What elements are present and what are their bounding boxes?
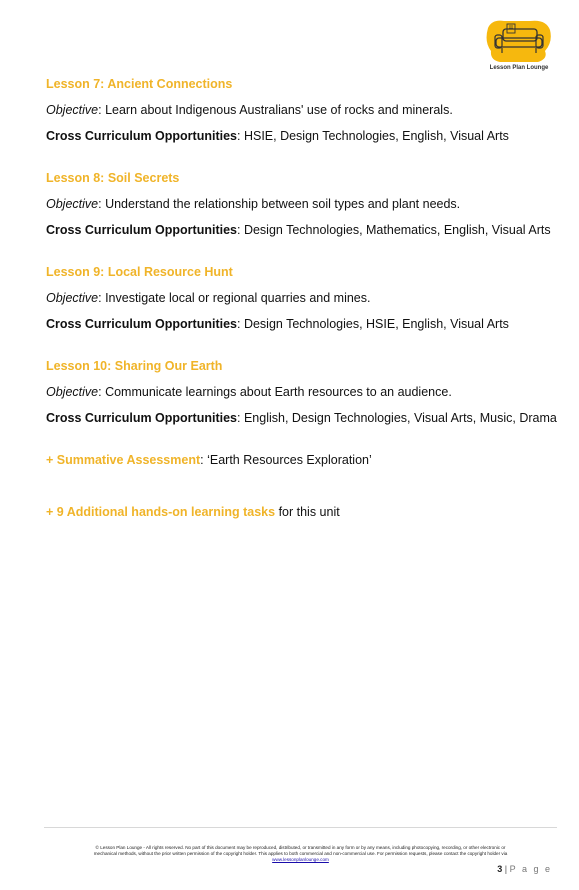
- footer-divider: [44, 827, 557, 828]
- summative-assessment-text: : ‘Earth Resources Exploration’: [200, 453, 372, 467]
- page-label: P a g e: [509, 864, 552, 874]
- summative-assessment-label: + Summative Assessment: [46, 453, 201, 467]
- additional-tasks: [46, 504, 566, 520]
- objective-label: Objective: [46, 103, 99, 117]
- objective-text: Understand the relationship between soil types and plant needs.: [105, 197, 461, 211]
- lesson-title: Lesson 10: Sharing Our Earth: [46, 359, 223, 373]
- lesson-cross-curriculum: Cross Curriculum Opportunities: Design Technologies, HSIE, English, Visual Arts: [46, 317, 509, 331]
- cross-curriculum-label: Cross Curriculum Opportunities: [46, 411, 237, 425]
- copyright-line-1: © Lesson Plan Lounge - All rights reserved. No part of this document may be reproduced, distributed, or transmitted in any form or by any means, including photocopying, recording, or other electronic or: [95, 845, 506, 850]
- cross-curriculum-label: Cross Curriculum Opportunities: [46, 223, 237, 237]
- logo-text: Lesson Plan Lounge: [489, 65, 549, 71]
- website-link[interactable]: www.lessonplanlounge.com: [272, 857, 329, 863]
- objective-text: Communicate learnings about Earth resources to an audience.: [105, 385, 452, 399]
- lesson-objective: Objective: Understand the relationship between soil types and plant needs.: [46, 197, 461, 211]
- lesson-list: [46, 76, 566, 556]
- sofa-logo-icon: [482, 18, 556, 66]
- cross-curriculum-label: Cross Curriculum Opportunities: [46, 129, 237, 143]
- lesson-cross-curriculum: Cross Curriculum Opportunities: English, Design Technologies, Visual Arts, Music, Drama: [46, 411, 557, 425]
- lesson-item: [46, 170, 566, 238]
- page-separator: |: [502, 864, 510, 874]
- objective-text: Learn about Indigenous Australians' use of rocks and minerals.: [105, 103, 453, 117]
- copyright-line-2: mechanical methods, without the prior written permission of the copyright holder. This applies to both commercial and non-commercial use. For permission requests, please contact the copyright holder via: [93, 851, 508, 857]
- cross-curriculum-label: Cross Curriculum Opportunities: [46, 317, 237, 331]
- page-number: [497, 864, 552, 874]
- lesson-title: Lesson 8: Soil Secrets: [46, 171, 180, 185]
- lesson-item: [46, 358, 566, 426]
- lesson-title: Lesson 7: Ancient Connections: [46, 77, 233, 91]
- lesson-cross-curriculum: Cross Curriculum Opportunities: HSIE, Design Technologies, English, Visual Arts: [46, 129, 509, 143]
- lesson-objective: Objective: Learn about Indigenous Australians' use of rocks and minerals.: [46, 103, 453, 117]
- cross-curriculum-text: Design Technologies, HSIE, English, Visual Arts: [243, 317, 509, 331]
- cross-curriculum-text: HSIE, Design Technologies, English, Visual Arts: [243, 129, 509, 143]
- lesson-item: [46, 76, 566, 144]
- lesson-title: Lesson 9: Local Resource Hunt: [46, 265, 233, 279]
- objective-label: Objective: [46, 385, 99, 399]
- lesson-objective: Objective: Communicate learnings about Earth resources to an audience.: [46, 385, 452, 399]
- objective-label: Objective: [46, 197, 99, 211]
- lesson-cross-curriculum: Cross Curriculum Opportunities: Design Technologies, Mathematics, English, Visual Arts: [46, 223, 551, 237]
- copyright-notice: [44, 845, 557, 864]
- lesson-objective: Objective: Investigate local or regional quarries and mines.: [46, 291, 371, 305]
- cross-curriculum-text: English, Design Technologies, Visual Arts, Music, Drama: [243, 411, 557, 425]
- summative-assessment: [46, 452, 566, 468]
- page-number-value: 3: [497, 864, 503, 874]
- lesson-item: [46, 264, 566, 332]
- additional-tasks-label: + 9 Additional hands-on learning tasks: [46, 505, 276, 519]
- objective-label: Objective: [46, 291, 99, 305]
- objective-text: Investigate local or regional quarries and mines.: [105, 291, 371, 305]
- logo: [482, 18, 556, 74]
- additional-tasks-text: for this unit: [275, 505, 340, 519]
- cross-curriculum-text: Design Technologies, Mathematics, English, Visual Arts: [243, 223, 551, 237]
